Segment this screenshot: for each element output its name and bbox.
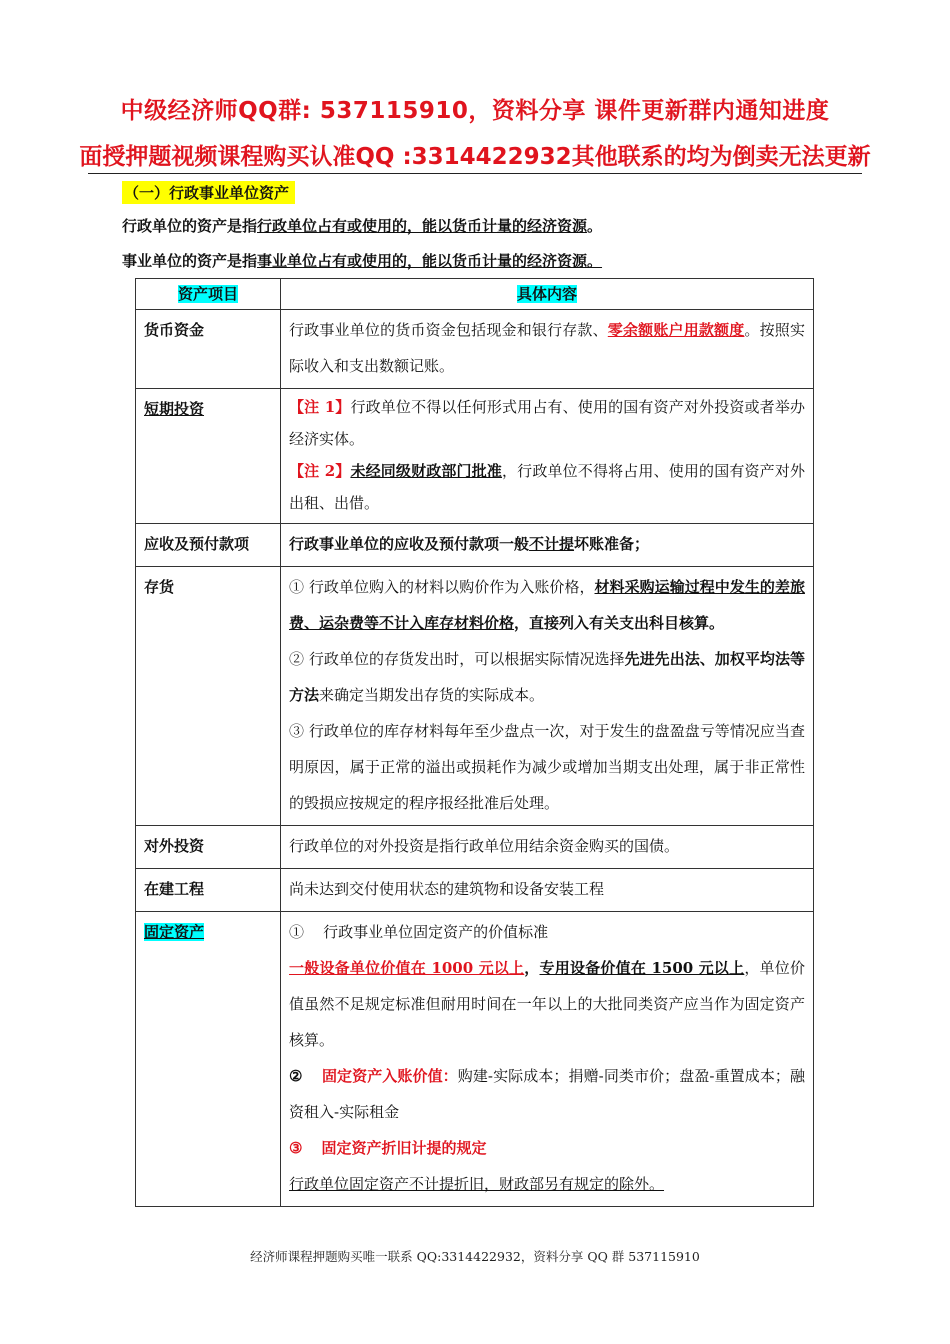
banner-line-2: 面授押题视频课程购买认准QQ :3314422932其他联系的均为倒卖无法更新 — [79, 144, 871, 170]
banner-line-1: 中级经济师QQ群: 537115910，资料分享 课件更新群内通知进度 — [120, 98, 830, 124]
cash-red: 零余额账户用款额度 — [607, 321, 745, 339]
fixed-assets-item-3-detail — [289, 1166, 805, 1202]
fixed-assets-item-1 — [289, 914, 805, 950]
table-header-row — [136, 279, 814, 310]
cash-text-1: 行政事业单位的货币资金包括现金和银行存款、 — [289, 321, 608, 339]
fixed-3-red: 固定资产折旧计提的规定 — [321, 1139, 487, 1157]
inventory-2-text: ② 行政单位的存货发出时，可以根据实际情况选择 — [289, 650, 625, 668]
table-row-receivable — [136, 524, 814, 567]
inventory-item-3: ③ 行政单位的库存材料每年至少盘点一次，对于发生的盘盈盘亏等情况应当查明原因，属于正常的溢出或损耗作为减少或增加当期支出处理，属于非正常性的毁损应按规定的程序报经批准后处理。 — [289, 722, 805, 812]
intro-paragraph-public — [122, 250, 602, 271]
intro-p1-suffix: 。 — [587, 217, 603, 235]
fixed-1-comma: ， — [524, 959, 540, 977]
fixed-assets-item-1-detail — [289, 950, 805, 1058]
note-2-underlined: 未经同级财政部门批准 — [350, 462, 503, 480]
inventory-item-1 — [289, 569, 805, 641]
note-2-tag: 【注 2】 — [289, 462, 351, 480]
short-invest-note-1 — [289, 391, 805, 455]
assets-table — [135, 278, 814, 1207]
receivable-text-1: 行政事业单位的应收及预付款项一般 — [289, 535, 530, 553]
fixed-2-num: ② — [289, 1067, 303, 1085]
fixed-1-red-b: 专用设备价值在 1500 元以上 — [539, 959, 745, 977]
fixed-1-text: 行政事业单位固定资产的价值标准 — [323, 923, 549, 941]
row-content-external-invest: 行政单位的对外投资是指行政单位用结余资金购买的国债。 — [281, 826, 814, 869]
page-footer: 经济师课程押题购买唯一联系 QQ:3314422932，资料分享 QQ 群 537115910 — [250, 1249, 700, 1264]
intro-paragraph-admin — [122, 215, 602, 236]
intro-p2-underlined: 事业单位占有或使用的，能以货币计量的经济资源。 — [257, 252, 603, 270]
fixed-assets-label: 固定资产 — [144, 923, 205, 941]
section-title: （一）行政事业单位资产 — [122, 181, 295, 204]
table-row-fixed-assets — [136, 912, 814, 1207]
row-label-short-invest — [136, 389, 281, 524]
inventory-1-bold: ，直接列入有关支出科目核算。 — [514, 614, 725, 632]
fixed-3-underlined: 行政单位固定资产不计提折旧，财政部另有规定的除外。 — [289, 1175, 665, 1193]
row-label-fixed-assets — [136, 912, 281, 1207]
inventory-1-underlined: 材料采购运输过程中发生的差旅费、运杂费等不计入库存材料价格 — [289, 578, 805, 632]
inventory-1-text: ① 行政单位购入的材料以购价作为入账价格， — [289, 578, 595, 596]
note-1-text: 行政单位不得以任何形式用占有、使用的国有资产对外投资或者举办经济实体。 — [289, 398, 805, 448]
row-label-external-invest: 对外投资 — [136, 826, 281, 869]
row-content-receivable — [281, 524, 814, 567]
inventory-2-bold: 先进先出法、加权平均法等方法 — [289, 650, 805, 704]
fixed-1-rest: ，单位价值虽然不足规定标准但耐用时间在一年以上的大批同类资产应当作为固定资产核算。 — [289, 959, 805, 1049]
intro-p2-prefix: 事业单位的资产是指 — [122, 252, 258, 270]
header-rule — [88, 173, 862, 174]
row-label-construction: 在建工程 — [136, 869, 281, 912]
fixed-3-num: ③ — [289, 1139, 303, 1157]
table-row-construction — [136, 869, 814, 912]
table-row-external-invest — [136, 826, 814, 869]
receivable-underlined: 不计提 — [529, 535, 575, 553]
inventory-2-text-2: 来确定当期发出存货的实际成本。 — [319, 686, 545, 704]
row-content-short-invest — [281, 389, 814, 524]
fixed-1-red-a: 一般设备单位价值在 1000 元以上 — [289, 959, 525, 977]
fixed-assets-item-3 — [289, 1130, 805, 1166]
row-label-cash: 货币资金 — [136, 310, 281, 389]
receivable-text-2: 坏账准备； — [574, 535, 650, 553]
table-row-cash — [136, 310, 814, 389]
row-content-fixed-assets — [281, 912, 814, 1207]
row-content-cash — [281, 310, 814, 389]
header-item: 资产项目 — [177, 285, 238, 303]
note-2-text: ，行政单位不得将占用、使用的国有资产对外出租、出借。 — [289, 462, 805, 512]
inventory-item-2 — [289, 641, 805, 713]
row-content-inventory — [281, 567, 814, 826]
header-cell-content — [281, 279, 814, 310]
header-cell-item — [136, 279, 281, 310]
row-label-receivable: 应收及预付款项 — [136, 524, 281, 567]
fixed-1-num: ① — [289, 923, 305, 941]
header-content: 具体内容 — [516, 285, 577, 303]
short-invest-note-2 — [289, 455, 805, 519]
cash-text-2: 。按照实际收入和支出数额记账。 — [289, 321, 805, 375]
row-label-inventory: 存货 — [136, 567, 281, 826]
fixed-2-red: 固定资产入账价值： — [321, 1067, 458, 1085]
intro-p1-prefix: 行政单位的资产是指 — [122, 217, 258, 235]
note-1-tag: 【注 1】 — [289, 398, 351, 416]
fixed-assets-item-2 — [289, 1058, 805, 1130]
intro-p1-underlined: 行政单位占有或使用的，能以货币计量的经济资源 — [257, 217, 588, 235]
short-invest-label: 短期投资 — [144, 400, 205, 418]
row-content-construction: 尚未达到交付使用状态的建筑物和设备安装工程 — [281, 869, 814, 912]
table-row-short-invest — [136, 389, 814, 524]
table-row-inventory — [136, 567, 814, 826]
fixed-2-text: 购建-实际成本；捐赠-同类市价；盘盈-重置成本；融资租入-实际租金 — [289, 1067, 806, 1121]
